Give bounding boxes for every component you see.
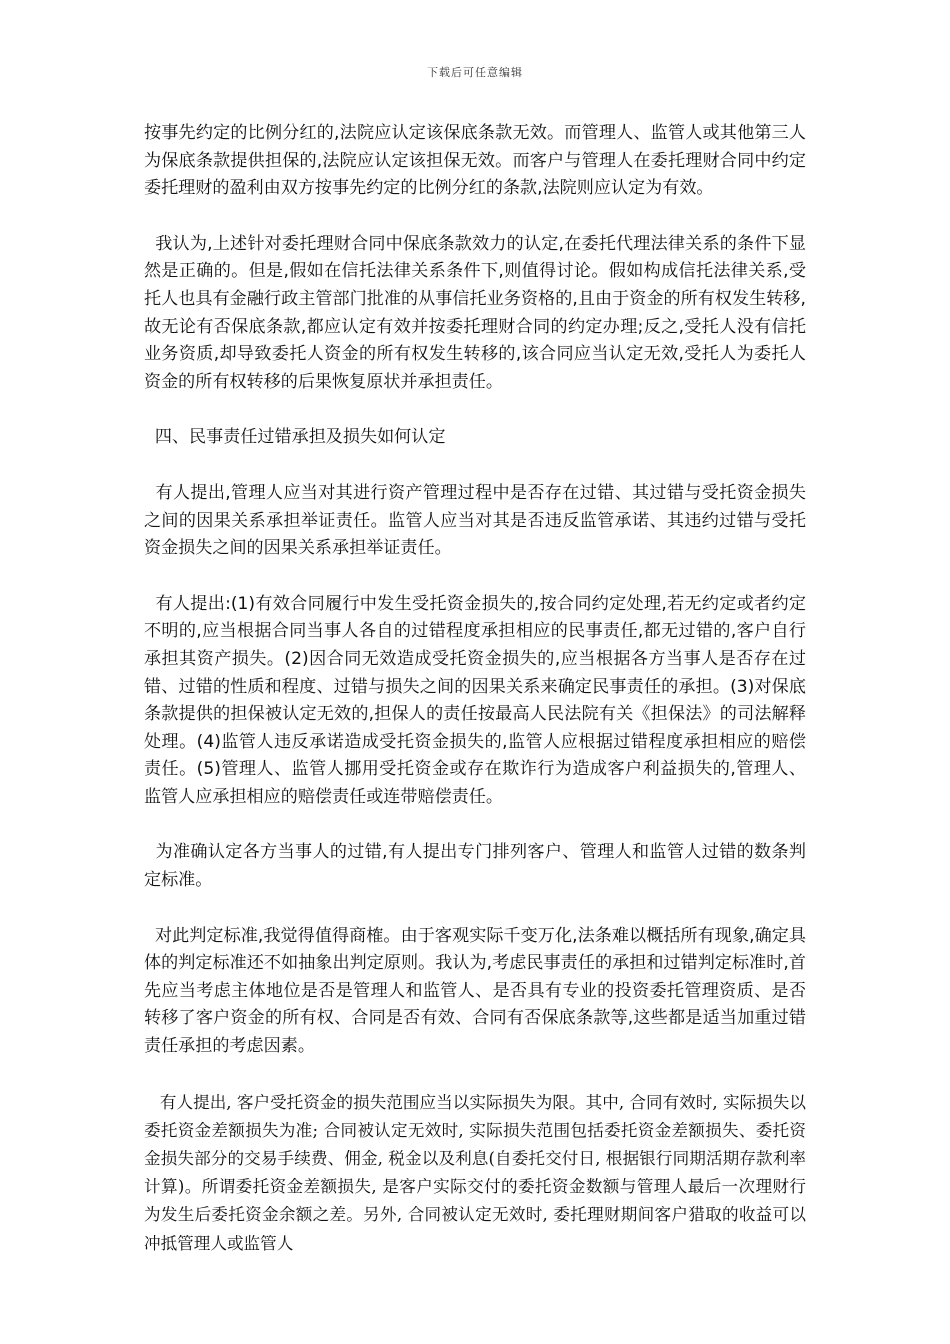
section-heading: 四、民事责任过错承担及损失如何认定 (144, 427, 446, 448)
paragraph: 对此判定标准,我觉得值得商榷。由于客观实际千变万化,法条难以概括所有现象,确定具体的判定标准还不如抽象出判定原则。我认为,考虑民事责任的承担和过错判定标准时,首先应当考虑主体地位是否是管理人和监管人、是否具有专业的投资委托管理资质、是否转移了客户资金的所有权、合同是否有效、合同有否保底条款等,这些都是适当加重过错责任承担的考虑因素。 (144, 925, 806, 1057)
paragraph: 有人提出:(1)有效合同履行中发生受托资金损失的,按合同约定处理,若无约定或者约定不明的,应当根据合同当事人各自的过错程度承担相应的民事责任,都无过错的,客户自行承担其资产损失。(2)因合同无效造成受托资金损失的,应当根据各方当事人是否存在过错、过错的性质和程度、过错与损失之间的因果关系来确定民事责任的承担。(3)对保底条款提供的担保被认定无效的,担保人的责任按最高人民法院有关《担保法》的司法解释处理。(4)监管人违反承诺造成受托资金损失的,监管人应根据过错程度承担相应的赔偿责任。(5)管理人、监管人挪用受托资金或存在欺诈行为造成客户利益损失的,管理人、监管人应承担相应的赔偿责任或连带赔偿责任。 (144, 593, 806, 807)
paragraph: 有人提出,管理人应当对其进行资产管理过程中是否存在过错、其过错与受托资金损失之间的因果关系承担举证责任。监管人应当对其是否违反监管承诺、其违约过错与受托资金损失之间的因果关系承担举证责任。 (144, 482, 806, 559)
document-body (144, 120, 806, 1258)
paragraph: 按事先约定的比例分红的,法院应认定该保底条款无效。而管理人、监管人或其他第三人为保底条款提供担保的,法院应认定该担保无效。而客户与管理人在委托理财合同中约定委托理财的盈利由双方按事先约定的比例分红的条款,法院则应认定为有效。 (144, 123, 806, 199)
paragraph: 为准确认定各方当事人的过错,有人提出专门排列客户、管理人和监管人过错的数条判定标准。 (144, 842, 806, 891)
page-header: 下载后可任意编辑 (427, 66, 523, 79)
paragraph: 有人提出, 客户受托资金的损失范围应当以实际损失为限。其中, 合同有效时, 实际损失以委托资金差额损失为准; 合同被认定无效时, 实际损失范围包括委托资金差额损失、委托资金损失部分的交易手续费、佣金, 税金以及利息(自委托交付日, 根据银行同期活期存款利率计算)。所谓委托资金差额损失, 是客户实际交付的委托资金数额与管理人最后一次理财行为发生后委托资金余额之差。另外, 合同被认定无效时, 委托理财期间客户猎取的收益可以冲抵管理人或监管人 (144, 1092, 806, 1253)
paragraph: 我认为,上述针对委托理财合同中保底条款效力的认定,在委托代理法律关系的条件下显然是正确的。但是,假如在信托法律关系条件下,则值得讨论。假如构成信托法律关系,受托人也具有金融行政主管部门批准的从事信托业务资格的,且由于资金的所有权发生转移,故无论有否保底条款,都应认定有效并按委托理财合同的约定办理;反之,受托人没有信托业务资质,却导致委托人资金的所有权发生转移的,该合同应当认定无效,受托人为委托人资金的所有权转移的后果恢复原状并承担责任。 (144, 233, 806, 392)
